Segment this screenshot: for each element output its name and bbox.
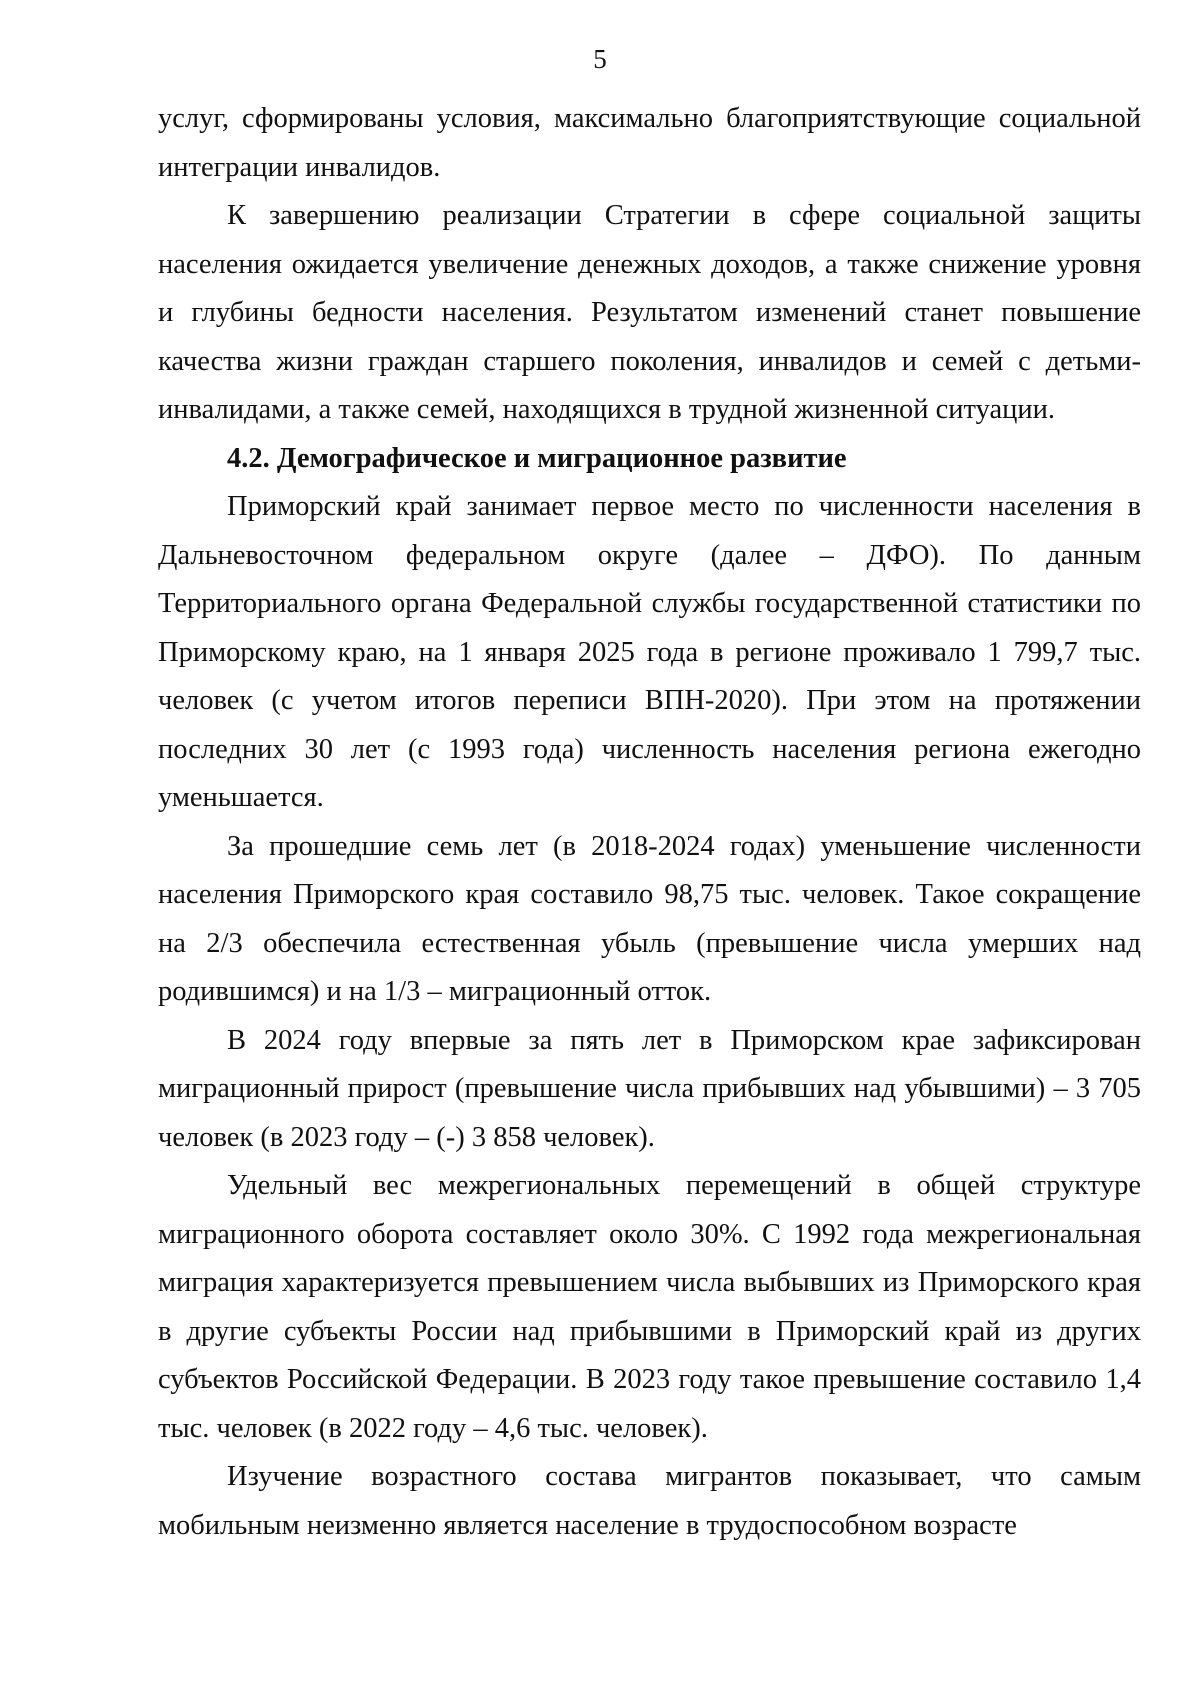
page-number: 5 [593, 44, 607, 74]
paragraph-population: Приморский край занимает первое место по численности населения в Дальневосточном федеральном округе (далее – ДФО). По данным Территориального органа Федеральной службы государственной статистики по Приморскому краю, на 1 января 2025 года в регионе проживало 1 799,7 тыс. человек (с учетом итогов переписи ВПН-2020). При этом на протяжении последних 30 лет (с 1993 года) численность населения региона ежегодно уменьшается. [158, 491, 1141, 813]
paragraph-interregional-migration: Удельный вес межрегиональных перемещений в общей структуре миграционного оборота составляет около 30%. С 1992 года межрегиональная миграция характеризуется превышением числа выбывших из Приморского края в другие субъекты России над прибывшими в Приморский край из других субъектов Российской Федерации. В 2023 году такое превышение составило 1,4 тыс. человек (в 2022 году – 4,6 тыс. человек). [158, 1170, 1141, 1444]
paragraph-population-decline: За прошедшие семь лет (в 2018-2024 годах) уменьшение численности населения Приморского края составило 98,75 тыс. человек. Такое сокращение на 2/3 обеспечила естественная убыль (превышение числа умерших над родившимся) и на 1/3 – миграционный отток. [158, 830, 1141, 1007]
paragraph-strategy-results: К завершению реализации Стратегии в сфере социальной защиты населения ожидается увеличение денежных доходов, а также снижение уровня и глубины бедности населения. Результатом изменений станет повышение качества жизни граждан старшего поколения, инвалидов и семей с детьми-инвалидами, а также семей, находящихся в трудной жизненной ситуации. [158, 200, 1141, 425]
paragraph-migration-growth: В 2024 году впервые за пять лет в Приморском крае зафиксирован миграционный прирост (превышение числа прибывших над убывшими) – 3 705 человек (в 2023 году – (-) 3 858 человек). [158, 1024, 1141, 1153]
paragraph-age-structure: Изучение возрастного состава мигрантов показывает, что самым мобильным неизменно является население в трудоспособном возрасте [158, 1461, 1141, 1541]
document-body [158, 95, 1141, 1550]
paragraph-continuation: услуг, сформированы условия, максимально благоприятствующие социальной интеграции инвалидов. [158, 103, 1141, 183]
section-heading: 4.2. Демографическое и миграционное развитие [227, 442, 847, 474]
